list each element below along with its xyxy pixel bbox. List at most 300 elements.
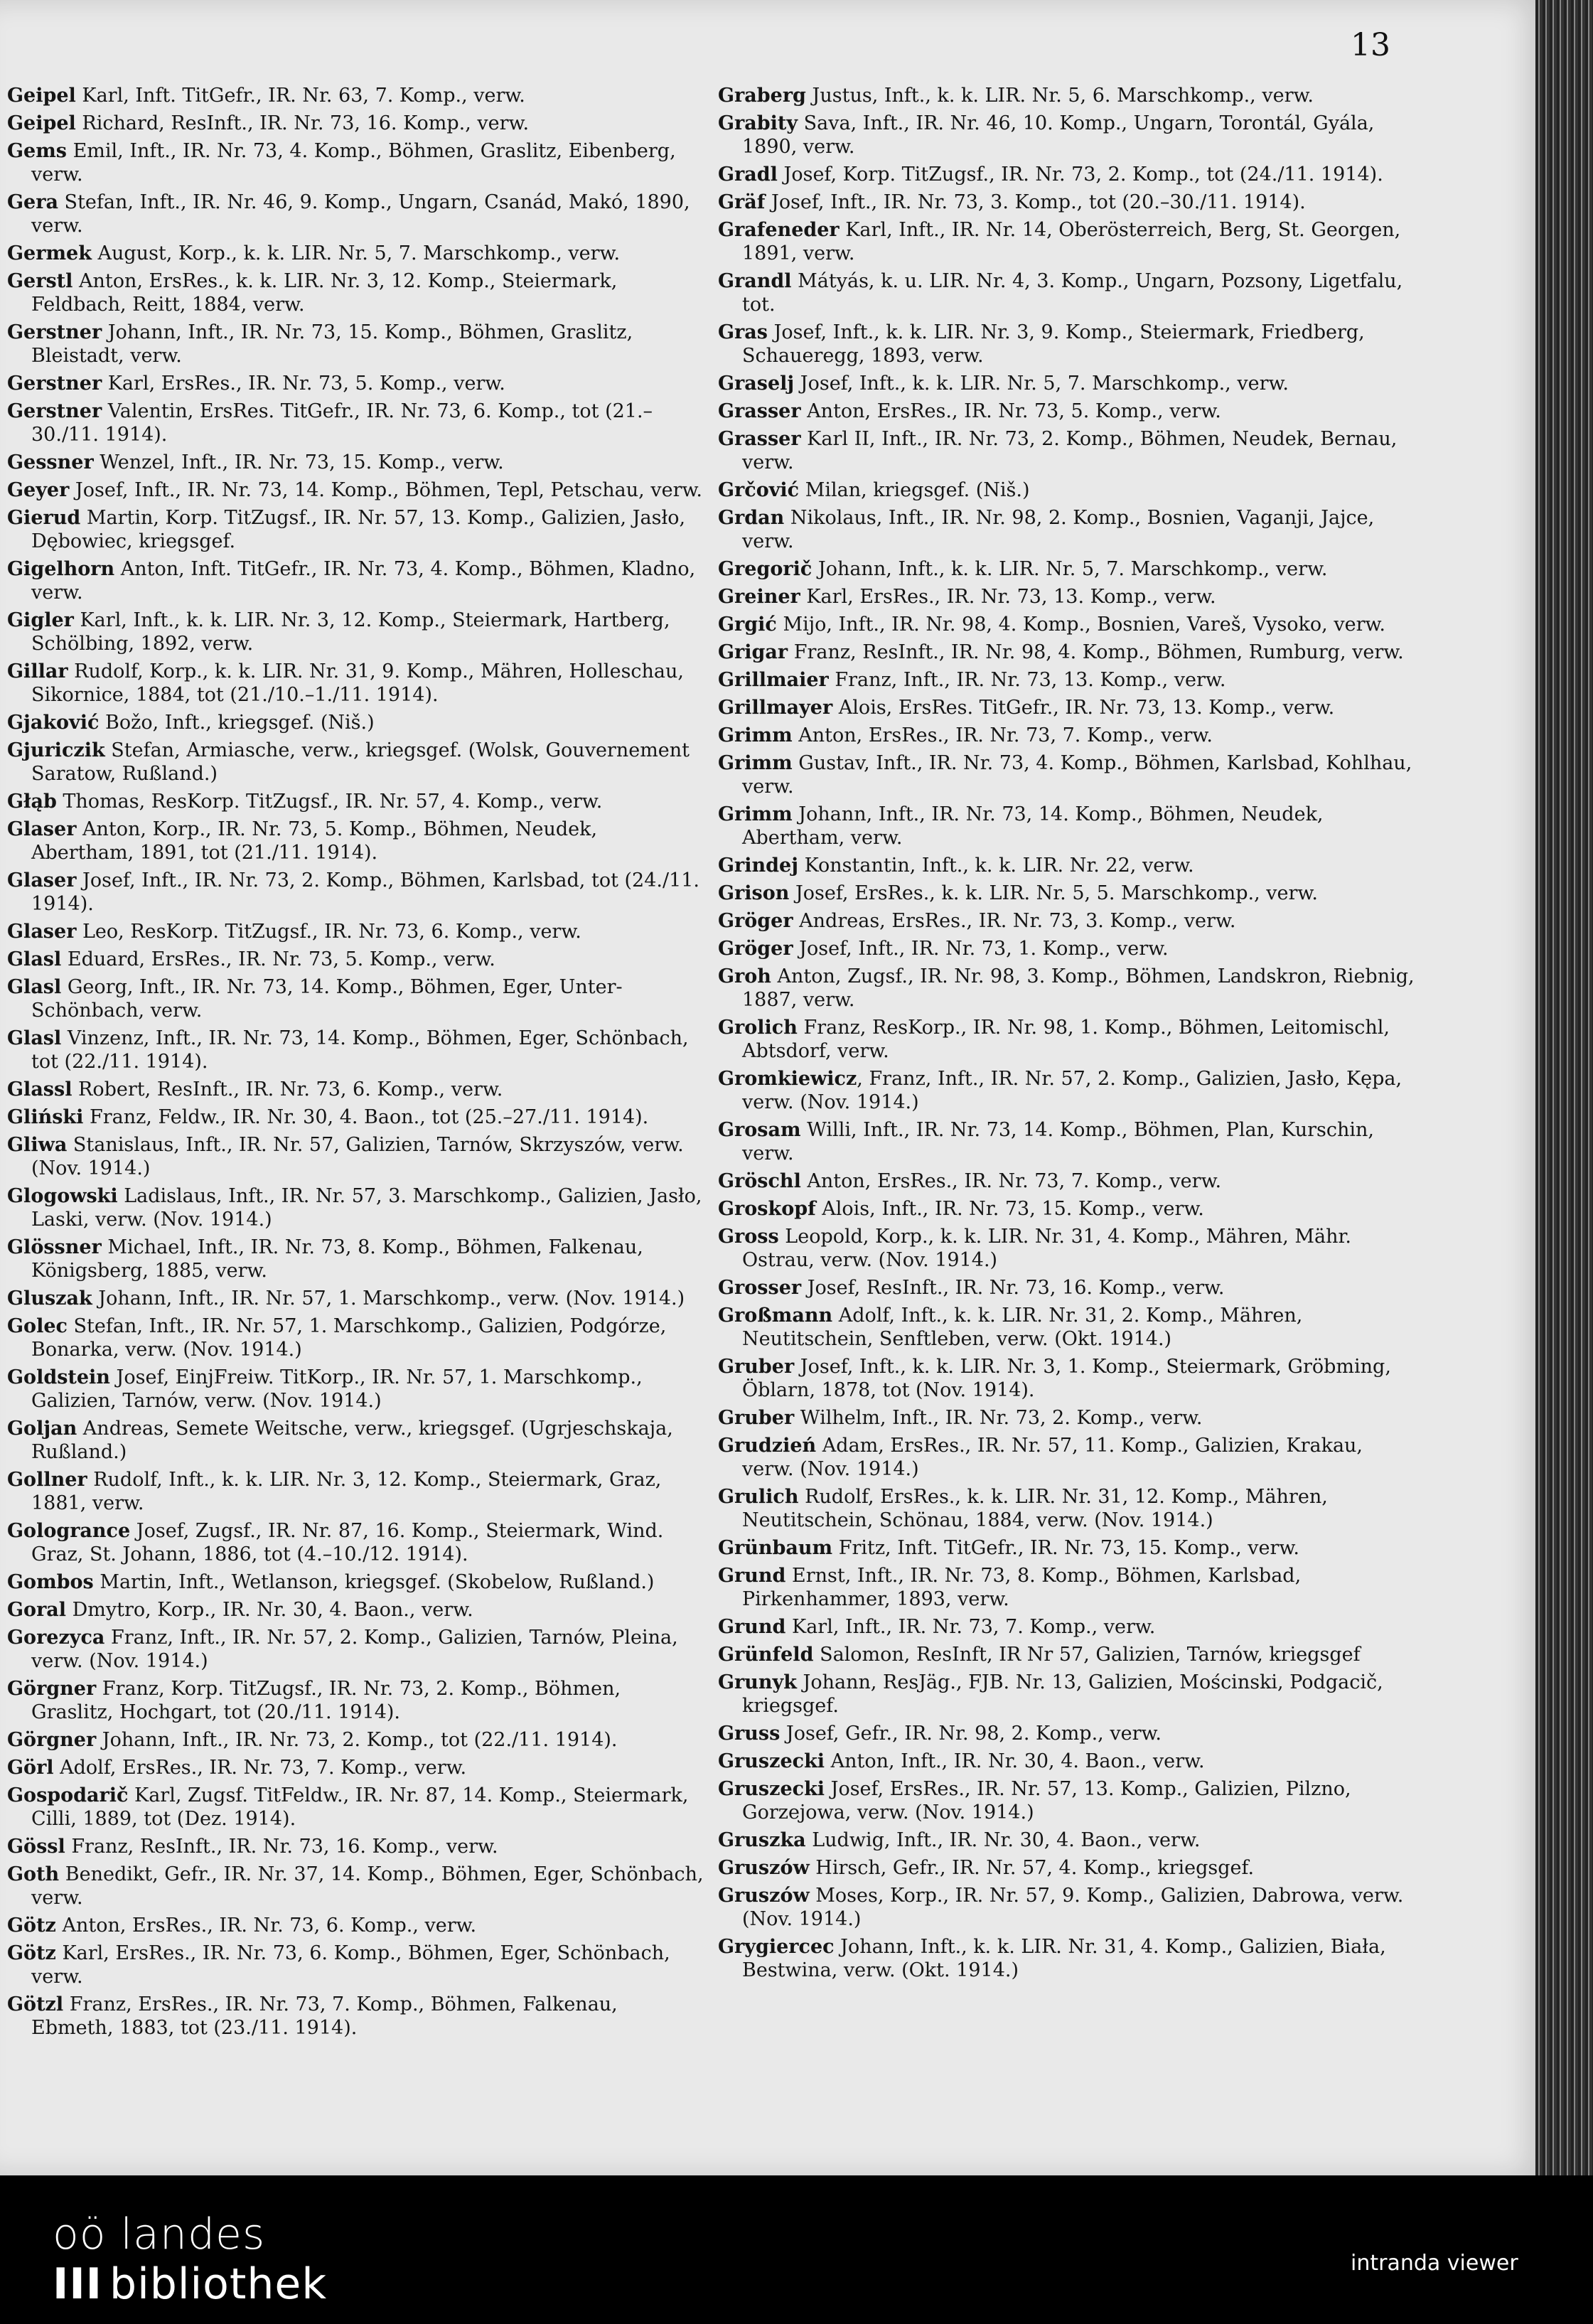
entry-surname: Gruss xyxy=(718,1723,781,1745)
entry-surname: Gruszka xyxy=(718,1829,806,1851)
list-item xyxy=(718,1067,1415,1114)
entry-surname: Gjuriczik xyxy=(7,739,105,761)
entry-details: Anton, ErsRes., IR. Nr. 73, 5. Komp., verw. xyxy=(800,400,1221,422)
entry-details: Karl, Zugsf. TitFeldw., IR. Nr. 87, 14. Komp., Steiermark, Cilli, 1889, tot (Dez. 1914). xyxy=(31,1784,689,1830)
entry-details: Michael, Inft., IR. Nr. 73, 8. Komp., Böhmen, Falkenau, Königsberg, 1885, verw. xyxy=(31,1236,643,1282)
entry-surname: Götz xyxy=(7,1915,56,1937)
entry-surname: Gollner xyxy=(7,1469,87,1491)
entry-details: Franz, Inft., IR. Nr. 57, 2. Komp., Galizien, Tarnów, Pleina, verw. (Nov. 1914.) xyxy=(31,1627,678,1672)
entry-details: Franz, ResInft., IR. Nr. 98, 4. Komp., Böhmen, Rumburg, verw. xyxy=(788,641,1404,663)
entry-surname: Glössner xyxy=(7,1236,102,1258)
entry-details: Martin, Korp. TitZugsf., IR. Nr. 57, 13. Komp., Galizien, Jasło, Dębowiec, kriegsgef. xyxy=(31,507,686,552)
list-item xyxy=(7,400,704,446)
entry-details: Franz, Feldw., IR. Nr. 30, 4. Baon., tot (25.–27./11. 1914). xyxy=(83,1106,649,1128)
list-item xyxy=(7,1133,704,1180)
entry-details: Eduard, ErsRes., IR. Nr. 73, 5. Komp., verw. xyxy=(61,948,495,970)
entry-surname: Grdan xyxy=(718,507,785,529)
entry-surname: Gigelhorn xyxy=(7,558,115,580)
entry-surname: Glassl xyxy=(7,1078,73,1101)
entry-surname: Gjaković xyxy=(7,712,100,734)
entry-details: Josef, Inft., k. k. LIR. Nr. 3, 9. Komp., Steiermark, Friedberg, Schaueregg, 1893, verw. xyxy=(742,321,1365,367)
list-item xyxy=(7,1942,704,1988)
list-item xyxy=(7,1027,704,1073)
entry-details: Gustav, Inft., IR. Nr. 73, 4. Komp., Böhmen, Karlsbad, Kohlhau, verw. xyxy=(742,752,1412,798)
entry-surname: Gillar xyxy=(7,660,68,682)
entry-details: Josef, Zugsf., IR. Nr. 87, 16. Komp., Steiermark, Wind. Graz, St. Johann, 1886, tot (4.–10./12. 1914). xyxy=(31,1520,664,1565)
list-item xyxy=(7,1078,704,1101)
list-item xyxy=(718,400,1415,423)
list-item xyxy=(718,1536,1415,1560)
entry-surname: Gierud xyxy=(7,507,81,529)
entry-surname: Germek xyxy=(7,242,92,264)
list-item xyxy=(7,451,704,474)
list-item xyxy=(7,1417,704,1464)
list-item xyxy=(718,191,1415,214)
list-item xyxy=(718,84,1415,107)
entry-details: Rudolf, Korp., k. k. LIR. Nr. 31, 9. Komp., Mähren, Holleschau, Sikornice, 1884, tot (21./10.–1./11. 1914). xyxy=(31,660,685,706)
list-item xyxy=(718,696,1415,719)
entry-surname: Grčović xyxy=(718,479,800,501)
list-item xyxy=(7,321,704,368)
book-edge xyxy=(1535,0,1593,2175)
entry-surname: Goth xyxy=(7,1863,60,1885)
entry-surname: Gruszów xyxy=(718,1857,810,1879)
entry-details: Anton, Inft., IR. Nr. 30, 4. Baon., verw. xyxy=(825,1750,1205,1772)
entry-surname: Goljan xyxy=(7,1418,77,1440)
list-item xyxy=(7,1105,704,1129)
entry-surname: Glaser xyxy=(7,869,77,891)
entry-details: Božo, Inft., kriegsgef. (Niš.) xyxy=(99,712,375,734)
entry-surname: Glaser xyxy=(7,921,77,943)
list-item xyxy=(7,1598,704,1622)
entry-surname: Gera xyxy=(7,191,58,213)
entry-surname: Grygiercec xyxy=(718,1936,835,1958)
entry-details: Stefan, Inft., IR. Nr. 57, 1. Marschkomp., Galizien, Podgórze, Bonarka, verw. (Nov. 1914.) xyxy=(31,1315,667,1361)
entry-surname: Gombos xyxy=(7,1571,94,1593)
list-item xyxy=(718,218,1415,265)
entry-surname: Grudzień xyxy=(718,1435,817,1457)
list-item xyxy=(718,269,1415,316)
list-item xyxy=(7,478,704,502)
entry-details: Adam, ErsRes., IR. Nr. 57, 11. Komp., Galizien, Krakau, verw. (Nov. 1914.) xyxy=(742,1435,1363,1480)
entry-details: Nikolaus, Inft., IR. Nr. 98, 2. Komp., Bosnien, Vaganji, Jajce, verw. xyxy=(742,507,1375,552)
entry-surname: Gruszecki xyxy=(718,1750,825,1772)
entry-surname: Grindej xyxy=(718,855,798,877)
entry-details: Karl, Inft., k. k. LIR. Nr. 3, 12. Komp., Steiermark, Hartberg, Schölbing, 1892, verw. xyxy=(31,609,670,655)
entry-surname: Gerstner xyxy=(7,400,102,422)
list-item xyxy=(7,1784,704,1831)
entry-details: , Franz, Inft., IR. Nr. 57, 2. Komp., Galizien, Jasło, Kępa, verw. (Nov. 1914.) xyxy=(742,1068,1402,1113)
list-item xyxy=(718,1750,1415,1773)
entry-details: Johann, Inft., k. k. LIR. Nr. 31, 4. Komp., Galizien, Biała, Bestwina, verw. (Okt. 1914.) xyxy=(742,1936,1386,1981)
entry-details: Franz, ResKorp., IR. Nr. 98, 1. Komp., Böhmen, Leitomischl, Abtsdorf, verw. xyxy=(742,1017,1390,1062)
entry-surname: Grandl xyxy=(718,270,792,292)
entry-surname: Grosam xyxy=(718,1119,801,1141)
list-item xyxy=(7,869,704,916)
entry-details: Anton, Inft. TitGefr., IR. Nr. 73, 4. Komp., Böhmen, Kladno, verw. xyxy=(31,558,696,604)
list-item xyxy=(7,920,704,943)
list-item xyxy=(7,1314,704,1361)
entry-details: Josef, Inft., k. k. LIR. Nr. 3, 1. Komp., Steiermark, Gröbming, Öblarn, 1878, tot (Nov. 1914). xyxy=(742,1356,1391,1401)
list-item xyxy=(718,1671,1415,1718)
list-item xyxy=(718,506,1415,553)
entry-details: Josef, EinjFreiw. TitKorp., IR. Nr. 57, 1. Marschkomp., Galizien, Tarnów, verw. (Nov. 1914.) xyxy=(31,1366,643,1412)
entry-surname: Gigler xyxy=(7,609,74,631)
entry-details: Johann, ResJäg., FJB. Nr. 13, Galizien, Mościnski, Podgacič, kriegsgef. xyxy=(742,1671,1383,1717)
entry-surname: Grünfeld xyxy=(718,1644,814,1666)
list-item xyxy=(718,965,1415,1012)
entry-surname: Grigar xyxy=(718,641,788,663)
list-item xyxy=(7,739,704,786)
entry-details: August, Korp., k. k. LIR. Nr. 5, 7. Marschkomp., verw. xyxy=(91,242,621,264)
entry-surname: Gruszów xyxy=(718,1885,810,1907)
list-item xyxy=(718,641,1415,664)
list-item xyxy=(7,84,704,107)
entry-surname: Grimm xyxy=(718,752,793,774)
list-item xyxy=(7,948,704,971)
list-item xyxy=(7,1993,704,2040)
entry-details: Johann, Inft., IR. Nr. 57, 1. Marschkomp., verw. (Nov. 1914.) xyxy=(92,1287,685,1310)
entry-details: Stefan, Armiasche, verw., kriegsgef. (Wolsk, Gouvernement Saratow, Rußland.) xyxy=(31,739,690,785)
entry-surname: Gospodarič xyxy=(7,1784,129,1806)
entry-surname: Grasser xyxy=(718,428,801,450)
library-logo-text: bibliothek xyxy=(109,2259,328,2309)
entry-details: Franz, Korp. TitZugsf., IR. Nr. 73, 2. Komp., Böhmen, Graslitz, Hochgart, tot (20./11. 1914). xyxy=(31,1678,621,1723)
entry-details: Justus, Inft., k. k. LIR. Nr. 5, 6. Marschkomp., verw. xyxy=(805,85,1314,107)
entry-details: Josef, Inft., IR. Nr. 73, 2. Komp., Böhmen, Karlsbad, tot (24./11. 1914). xyxy=(31,869,700,915)
list-item xyxy=(718,909,1415,933)
list-item xyxy=(718,1485,1415,1532)
list-item xyxy=(7,609,704,655)
list-item xyxy=(7,112,704,135)
list-item xyxy=(718,372,1415,395)
list-item xyxy=(7,139,704,186)
entry-surname: Grünbaum xyxy=(718,1537,833,1559)
entry-surname: Gröschl xyxy=(718,1170,801,1192)
viewer-brand: intranda viewer xyxy=(1351,2251,1518,2276)
entry-details: Anton, ErsRes., IR. Nr. 73, 7. Komp., verw. xyxy=(800,1170,1222,1192)
entry-details: Karl, Inft., IR. Nr. 73, 7. Komp., verw. xyxy=(785,1616,1156,1638)
entry-details: Andreas, Semete Weitsche, verw., kriegsgef. (Ugrjeschskaja, Rußland.) xyxy=(31,1418,673,1463)
list-item xyxy=(718,1169,1415,1193)
entry-surname: Głąb xyxy=(7,791,57,813)
entry-surname: Graselj xyxy=(718,373,795,395)
list-item xyxy=(718,557,1415,581)
entry-surname: Großmann xyxy=(718,1305,833,1327)
entry-surname: Grison xyxy=(718,882,790,904)
list-item xyxy=(718,1276,1415,1300)
list-item xyxy=(718,1935,1415,1982)
entry-surname: Gruber xyxy=(718,1407,795,1429)
entry-details: Valentin, ErsRes. TitGefr., IR. Nr. 73, 6. Komp., tot (21.–30./11. 1914). xyxy=(31,400,653,446)
list-item xyxy=(718,112,1415,159)
list-item xyxy=(718,1225,1415,1272)
entry-details: Johann, Inft., IR. Nr. 73, 14. Komp., Böhmen, Neudek, Abertham, verw. xyxy=(742,803,1324,849)
entry-surname: Grabity xyxy=(718,112,798,134)
list-item xyxy=(7,1287,704,1310)
entry-details: Karl, Inft. TitGefr., IR. Nr. 63, 7. Komp., verw. xyxy=(75,85,525,107)
list-item xyxy=(718,1884,1415,1931)
list-item xyxy=(7,1728,704,1752)
list-item xyxy=(7,1914,704,1937)
list-item xyxy=(7,790,704,813)
entry-details: Adolf, Inft., k. k. LIR. Nr. 31, 2. Komp., Mähren, Neutitschein, Senftleben, verw. (Okt. 1914.) xyxy=(742,1305,1303,1350)
list-item xyxy=(7,1835,704,1858)
list-item xyxy=(7,242,704,265)
entry-surname: Gessner xyxy=(7,451,94,473)
entry-details: Hirsch, Gefr., IR. Nr. 57, 4. Komp., kriegsgef. xyxy=(809,1857,1255,1879)
entry-surname: Glaser xyxy=(7,818,77,840)
entry-details: Konstantin, Inft., k. k. LIR. Nr. 22, verw. xyxy=(798,855,1194,877)
list-item xyxy=(718,1722,1415,1745)
left-column xyxy=(7,84,704,2044)
entry-surname: Gradl xyxy=(718,164,778,186)
entry-details: Franz, ErsRes., IR. Nr. 73, 7. Komp., Böhmen, Falkenau, Ebmeth, 1883, tot (23./11. 1914). xyxy=(31,1993,618,2039)
entry-details: Karl, Inft., IR. Nr. 14, Oberösterreich, Berg, St. Georgen, 1891, verw. xyxy=(742,219,1401,264)
entry-surname: Grosser xyxy=(718,1277,802,1299)
entry-surname: Grasser xyxy=(718,400,801,422)
entry-details: Alois, ErsRes. TitGefr., IR. Nr. 73, 13. Komp., verw. xyxy=(832,697,1335,719)
entry-details: Josef, Inft., k. k. LIR. Nr. 5, 7. Marschkomp., verw. xyxy=(794,373,1289,395)
entry-details: Thomas, ResKorp. TitZugsf., IR. Nr. 57, 4. Komp., verw. xyxy=(56,791,603,813)
list-item xyxy=(7,1519,704,1566)
entry-surname: Grund xyxy=(718,1616,786,1638)
entry-details: Rudolf, Inft., k. k. LIR. Nr. 3, 12. Komp., Steiermark, Graz, 1881, verw. xyxy=(31,1469,662,1514)
list-item xyxy=(718,1615,1415,1639)
list-item xyxy=(7,506,704,553)
entry-details: Josef, Inft., IR. Nr. 73, 14. Komp., Böhmen, Tepl, Petschau, verw. xyxy=(69,479,702,501)
list-item xyxy=(7,1863,704,1910)
list-item xyxy=(7,1677,704,1724)
list-item xyxy=(7,711,704,734)
library-logo-line2 xyxy=(53,2259,327,2309)
entry-surname: Gössl xyxy=(7,1836,65,1858)
entry-surname: Gems xyxy=(7,140,68,162)
page-number: 13 xyxy=(1351,27,1390,63)
entry-details: Emil, Inft., IR. Nr. 73, 4. Komp., Böhmen, Graslitz, Eibenberg, verw. xyxy=(31,140,676,186)
entry-details: Wilhelm, Inft., IR. Nr. 73, 2. Komp., verw. xyxy=(794,1407,1203,1429)
list-item xyxy=(718,882,1415,905)
entry-details: Josef, Korp. TitZugsf., IR. Nr. 73, 2. Komp., tot (24./11. 1914). xyxy=(777,164,1383,186)
entry-surname: Geipel xyxy=(7,112,76,134)
list-item xyxy=(7,1570,704,1594)
entry-surname: Grund xyxy=(718,1565,786,1587)
entry-details: Ladislaus, Inft., IR. Nr. 57, 3. Marschkomp., Galizien, Jasło, Laski, verw. (Nov. 1914.) xyxy=(31,1185,702,1231)
entry-details: Martin, Inft., Wetlanson, kriegsgef. (Skobelow, Rußland.) xyxy=(93,1571,655,1593)
entry-surname: Görgner xyxy=(7,1678,97,1700)
entry-surname: Gruszecki xyxy=(718,1778,825,1800)
entry-surname: Gruber xyxy=(718,1356,795,1378)
entry-details: Karl, ErsRes., IR. Nr. 73, 13. Komp., verw. xyxy=(800,586,1216,608)
entry-details: Robert, ResInft., IR. Nr. 73, 6. Komp., verw. xyxy=(72,1078,503,1101)
list-item xyxy=(7,1236,704,1283)
entry-surname: Glasl xyxy=(7,976,62,998)
entry-surname: Gromkiewicz xyxy=(718,1068,857,1090)
entry-details: Richard, ResInft., IR. Nr. 73, 16. Komp., verw. xyxy=(75,112,530,134)
entry-surname: Goldstein xyxy=(7,1366,110,1388)
entry-details: Wenzel, Inft., IR. Nr. 73, 15. Komp., verw. xyxy=(93,451,504,473)
list-item xyxy=(718,1856,1415,1880)
entry-surname: Geipel xyxy=(7,85,76,107)
entry-surname: Grillmaier xyxy=(718,669,829,691)
entry-details: Stefan, Inft., IR. Nr. 46, 9. Komp., Ungarn, Csanád, Makó, 1890, verw. xyxy=(31,191,690,237)
entry-details: Johann, Inft., IR. Nr. 73, 15. Komp., Böhmen, Graslitz, Bleistadt, verw. xyxy=(31,321,633,367)
list-item xyxy=(718,613,1415,636)
entry-surname: Groh xyxy=(718,965,771,987)
entry-surname: Grulich xyxy=(718,1486,799,1508)
entry-details: Adolf, ErsRes., IR. Nr. 73, 7. Komp., verw. xyxy=(53,1757,467,1779)
entry-surname: Gerstner xyxy=(7,373,102,395)
entry-details: Ernst, Inft., IR. Nr. 73, 8. Komp., Böhmen, Karlsbad, Pirkenhammer, 1893, verw. xyxy=(742,1565,1302,1610)
entry-details: Milan, kriegsgef. (Niš.) xyxy=(799,479,1030,501)
entry-details: Johann, Inft., k. k. LIR. Nr. 5, 7. Marschkomp., verw. xyxy=(812,558,1328,580)
list-item xyxy=(718,1118,1415,1165)
list-item xyxy=(7,975,704,1022)
list-item xyxy=(7,557,704,604)
list-item xyxy=(718,1434,1415,1481)
entry-details: Ludwig, Inft., IR. Nr. 30, 4. Baon., verw. xyxy=(805,1829,1201,1851)
entry-surname: Götz xyxy=(7,1942,56,1964)
entry-details: Franz, ResInft., IR. Nr. 73, 16. Komp., verw. xyxy=(65,1836,498,1858)
list-item xyxy=(7,269,704,316)
list-item xyxy=(7,660,704,707)
list-item xyxy=(7,372,704,395)
entry-details: Stanislaus, Inft., IR. Nr. 57, Galizien, Tarnów, Skrzyszów, verw. (Nov. 1914.) xyxy=(31,1134,684,1179)
entry-details: Josef, Inft., IR. Nr. 73, 1. Komp., verw. xyxy=(793,938,1169,960)
entry-details: Fritz, Inft. TitGefr., IR. Nr. 73, 15. Komp., verw. xyxy=(832,1537,1299,1559)
entry-details: Josef, ErsRes., k. k. LIR. Nr. 5, 5. Marschkomp., verw. xyxy=(789,882,1318,904)
entry-surname: Gröger xyxy=(718,910,793,932)
list-item xyxy=(718,1355,1415,1402)
entry-surname: Golec xyxy=(7,1315,68,1337)
entry-details: Karl II, Inft., IR. Nr. 73, 2. Komp., Böhmen, Neudek, Bernau, verw. xyxy=(742,428,1398,473)
list-item xyxy=(718,1564,1415,1611)
entry-details: Anton, ErsRes., k. k. LIR. Nr. 3, 12. Komp., Steiermark, Feldbach, Reitt, 1884, verw. xyxy=(31,270,618,316)
entry-surname: Greiner xyxy=(718,586,800,608)
entry-surname: Gross xyxy=(718,1226,779,1248)
entry-surname: Glasl xyxy=(7,1027,62,1049)
entry-details: Franz, Inft., IR. Nr. 73, 13. Komp., verw. xyxy=(828,669,1226,691)
list-item xyxy=(718,478,1415,502)
entry-surname: Gologrance xyxy=(7,1520,131,1542)
entry-surname: Grgić xyxy=(718,614,777,636)
list-item xyxy=(718,163,1415,186)
entry-surname: Gerstl xyxy=(7,270,73,292)
list-item xyxy=(718,854,1415,877)
entry-surname: Gliwa xyxy=(7,1134,68,1156)
entry-details: Anton, ErsRes., IR. Nr. 73, 6. Komp., verw. xyxy=(55,1915,477,1937)
list-item xyxy=(718,803,1415,850)
entry-details: Leo, ResKorp. TitZugsf., IR. Nr. 73, 6. Komp., verw. xyxy=(76,921,581,943)
list-item xyxy=(7,1756,704,1779)
entry-details: Benedikt, Gefr., IR. Nr. 37, 14. Komp., Böhmen, Eger, Schönbach, verw. xyxy=(31,1863,704,1909)
entry-surname: Görgner xyxy=(7,1729,97,1751)
entry-surname: Gras xyxy=(718,321,768,343)
list-item xyxy=(718,1777,1415,1824)
entry-surname: Grafeneder xyxy=(718,219,840,241)
entry-surname: Glasl xyxy=(7,948,62,970)
entry-surname: Graberg xyxy=(718,85,806,107)
list-item xyxy=(718,1197,1415,1221)
list-item xyxy=(7,1626,704,1673)
entry-surname: Grimm xyxy=(718,803,793,825)
list-item xyxy=(718,1304,1415,1351)
list-item xyxy=(718,751,1415,798)
entry-details: Mijo, Inft., IR. Nr. 98, 4. Komp., Bosnien, Vareš, Vysoko, verw. xyxy=(776,614,1385,636)
list-item xyxy=(718,668,1415,692)
entry-details: Anton, Zugsf., IR. Nr. 98, 3. Komp., Böhmen, Landskron, Riebnig, 1887, verw. xyxy=(742,965,1415,1011)
entry-surname: Götzl xyxy=(7,1993,64,2015)
list-item xyxy=(718,585,1415,609)
entry-surname: Gregorič xyxy=(718,558,812,580)
list-item xyxy=(718,427,1415,474)
list-item xyxy=(718,937,1415,960)
entry-details: Anton, Korp., IR. Nr. 73, 5. Komp., Böhmen, Neudek, Abertham, 1891, tot (21./11. 1914). xyxy=(31,818,598,864)
list-item xyxy=(7,191,704,237)
entry-surname: Görl xyxy=(7,1757,54,1779)
list-item xyxy=(718,1016,1415,1063)
library-logo-line1: oö landes xyxy=(53,2210,266,2259)
list-item xyxy=(718,1643,1415,1666)
entry-surname: Groskopf xyxy=(718,1198,816,1220)
entry-details: Johann, Inft., IR. Nr. 73, 2. Komp., tot (22./11. 1914). xyxy=(96,1729,618,1751)
entry-surname: Goral xyxy=(7,1599,67,1621)
entry-details: Josef, Inft., IR. Nr. 73, 3. Komp., tot (20.–30./11. 1914). xyxy=(765,191,1306,213)
entry-surname: Gluszak xyxy=(7,1287,92,1310)
entry-surname: Grillmayer xyxy=(718,697,833,719)
entry-surname: Grimm xyxy=(718,724,793,746)
entry-details: Salomon, ResInft, IR Nr 57, Galizien, Tarnów, kriegsgef xyxy=(813,1644,1361,1666)
list-item xyxy=(7,1366,704,1413)
entry-surname: Glogowski xyxy=(7,1185,118,1207)
entry-surname: Grolich xyxy=(718,1017,798,1039)
entry-details: Mátyás, k. u. LIR. Nr. 4, 3. Komp., Ungarn, Pozsony, Ligetfalu, tot. xyxy=(742,270,1403,316)
entry-details: Leopold, Korp., k. k. LIR. Nr. 31, 4. Komp., Mähren, Mähr. Ostrau, verw. (Nov. 1914.) xyxy=(742,1226,1352,1271)
entry-details: Josef, ErsRes., IR. Nr. 57, 13. Komp., Galizien, Pilzno, Gorzejowa, verw. (Nov. 1914.) xyxy=(742,1778,1351,1824)
list-item xyxy=(718,1406,1415,1430)
entry-details: Georg, Inft., IR. Nr. 73, 14. Komp., Böhmen, Eger, Unter-Schönbach, verw. xyxy=(31,976,623,1022)
entry-details: Josef, ResInft., IR. Nr. 73, 16. Komp., verw. xyxy=(801,1277,1225,1299)
entry-surname: Gliński xyxy=(7,1106,84,1128)
library-logo-bars: III xyxy=(53,2259,102,2309)
list-item xyxy=(718,1828,1415,1852)
entry-surname: Gräf xyxy=(718,191,766,213)
entry-details: Karl, ErsRes., IR. Nr. 73, 6. Komp., Böhmen, Eger, Schönbach, verw. xyxy=(31,1942,670,1988)
entry-surname: Geyer xyxy=(7,479,70,501)
entry-details: Karl, ErsRes., IR. Nr. 73, 5. Komp., verw. xyxy=(102,373,505,395)
entry-surname: Gerstner xyxy=(7,321,102,343)
list-item xyxy=(7,1184,704,1231)
entry-details: Vinzenz, Inft., IR. Nr. 73, 14. Komp., Böhmen, Eger, Schönbach, tot (22./11. 1914). xyxy=(31,1027,689,1073)
entry-details: Sava, Inft., IR. Nr. 46, 10. Komp., Ungarn, Torontál, Gyála, 1890, verw. xyxy=(742,112,1375,158)
entry-surname: Grunyk xyxy=(718,1671,797,1693)
list-item xyxy=(7,818,704,864)
entry-surname: Gorezyca xyxy=(7,1627,105,1649)
entry-details: Alois, Inft., IR. Nr. 73, 15. Komp., verw. xyxy=(815,1198,1204,1220)
entry-details: Josef, Gefr., IR. Nr. 98, 2. Komp., verw. xyxy=(780,1723,1162,1745)
right-column xyxy=(718,84,1415,1986)
entry-details: Moses, Korp., IR. Nr. 57, 9. Komp., Galizien, Dabrowa, verw. (Nov. 1914.) xyxy=(742,1885,1404,1930)
entry-surname: Gröger xyxy=(718,938,793,960)
entry-details: Dmytro, Korp., IR. Nr. 30, 4. Baon., verw. xyxy=(66,1599,473,1621)
entry-details: Anton, ErsRes., IR. Nr. 73, 7. Komp., verw. xyxy=(792,724,1213,746)
entry-details: Rudolf, ErsRes., k. k. LIR. Nr. 31, 12. Komp., Mähren, Neutitschein, Schönau, 1884, verw. (Nov. 1914.) xyxy=(742,1486,1328,1531)
list-item xyxy=(718,321,1415,368)
list-item xyxy=(718,724,1415,747)
entry-details: Andreas, ErsRes., IR. Nr. 73, 3. Komp., verw. xyxy=(793,910,1236,932)
list-item xyxy=(7,1468,704,1515)
entry-details: Willi, Inft., IR. Nr. 73, 14. Komp., Böhmen, Plan, Kurschin, verw. xyxy=(742,1119,1374,1164)
